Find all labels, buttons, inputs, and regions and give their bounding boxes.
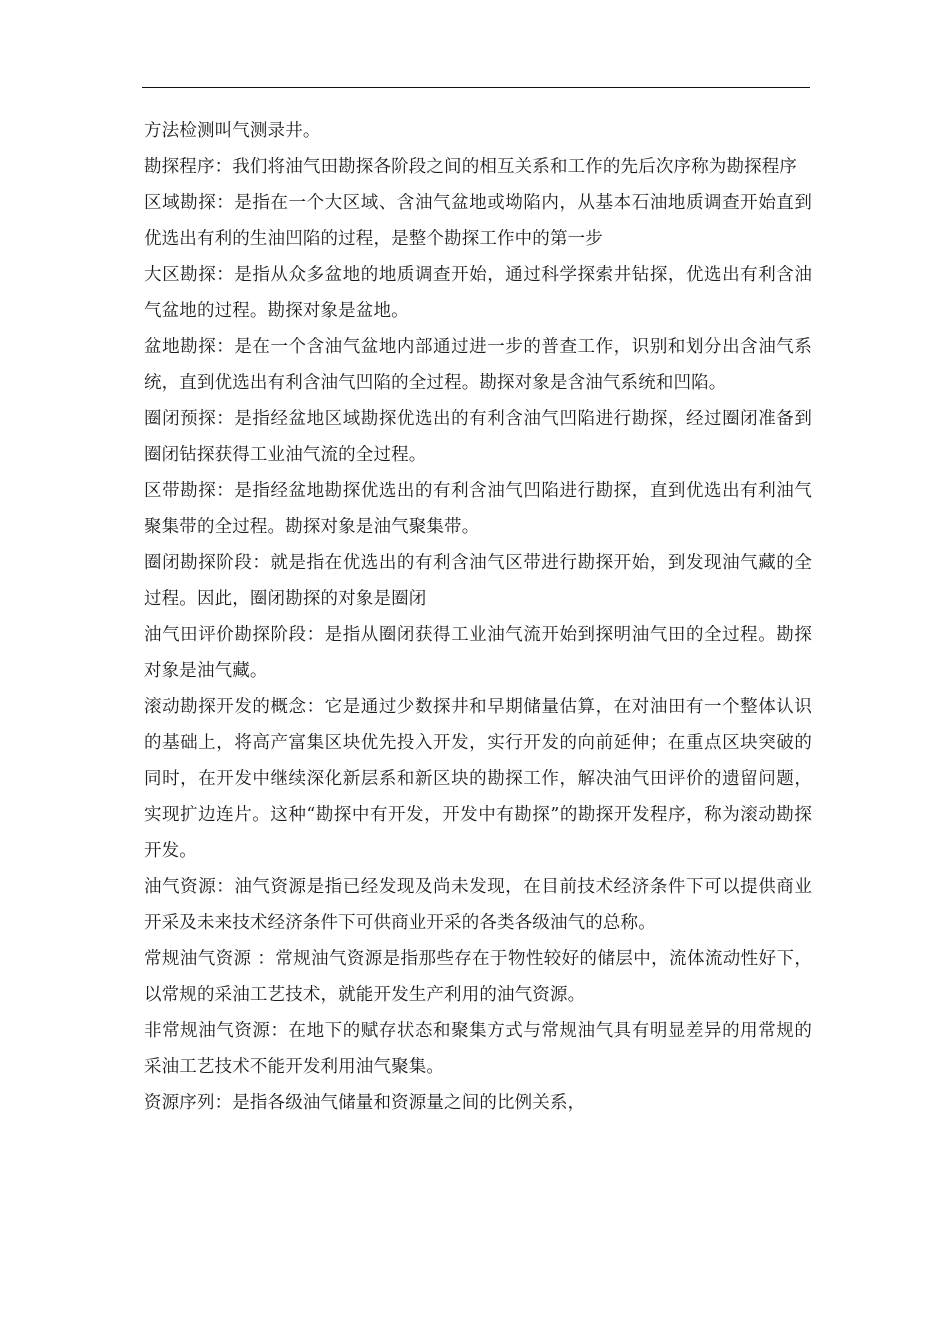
paragraph-gas-logging: 方法检测叫气测录井。 bbox=[144, 121, 321, 141]
paragraph-unconventional-resources: 非常规油气资源：在地下的赋存状态和聚集方式与常规油气具有明显差异的用常规的采油工艺技术不能开发利用油气聚集。 bbox=[144, 1021, 812, 1077]
paragraph-conventional-resources: 常规油气资源 ：常规油气资源是指那些存在于物性较好的储层中，流体流动性好下，以常规的采油工艺技术，就能开发生产利用的油气资源。 bbox=[144, 949, 812, 1005]
paragraph-trap-exploration-stage: 圈闭勘探阶段：就是指在优选出的有利含油气区带进行勘探开始，到发现油气藏的全过程。因此，圈闭勘探的对象是圈闭 bbox=[144, 553, 812, 609]
paragraph-large-region-exploration: 大区勘探：是指从众多盆地的地质调查开始，通过科学探索井钻探，优选出有利含油气盆地的过程。勘探对象是盆地。 bbox=[144, 265, 812, 321]
paragraph-rolling-exploration-development: 滚动勘探开发的概念：它是通过少数探井和早期储量估算，在对油田有一个整体认识的基础上，将高产富集区块优先投入开发，实行开发的向前延伸；在重点区块突破的同时，在开发中继续深化新层系和新区块的勘探工作，解决油气田评价的遗留问题，实现扩边连片。这种“勘探中有开发，开发中有勘探”的勘探开发程序，称为滚动勘探开发。 bbox=[144, 697, 812, 861]
paragraph-exploration-procedure: 勘探程序：我们将油气田勘探各阶段之间的相互关系和工作的先后次序称为勘探程序 bbox=[144, 157, 798, 177]
paragraph-regional-exploration: 区域勘探：是指在一个大区域、含油气盆地或坳陷内，从基本石油地质调查开始直到优选出有利的生油凹陷的过程，是整个勘探工作中的第一步 bbox=[144, 193, 812, 249]
header-rule bbox=[142, 87, 810, 88]
paragraph-basin-exploration: 盆地勘探：是在一个含油气盆地内部通过进一步的普查工作，识别和划分出含油气系统，直到优选出有利含油气凹陷的全过程。勘探对象是含油气系统和凹陷。 bbox=[144, 337, 812, 393]
paragraph-zone-exploration: 区带勘探：是指经盆地勘探优选出的有利含油气凹陷进行勘探，直到优选出有利油气聚集带的全过程。勘探对象是油气聚集带。 bbox=[144, 481, 812, 537]
paragraph-oil-gas-resources: 油气资源：油气资源是指已经发现及尚未发现，在目前技术经济条件下可以提供商业开采及未来技术经济条件下可供商业开采的各类各级油气的总称。 bbox=[144, 877, 812, 933]
document-body bbox=[144, 113, 812, 1121]
paragraph-field-appraisal-stage: 油气田评价勘探阶段：是指从圈闭获得工业油气流开始到探明油气田的全过程。勘探对象是油气藏。 bbox=[144, 625, 812, 681]
paragraph-trap-preliminary-exploration: 圈闭预探：是指经盆地区域勘探优选出的有利含油气凹陷进行勘探，经过圈闭准备到圈闭钻探获得工业油气流的全过程。 bbox=[144, 409, 812, 465]
paragraph-resource-sequence: 资源序列：是指各级油气储量和资源量之间的比例关系， bbox=[144, 1093, 586, 1113]
